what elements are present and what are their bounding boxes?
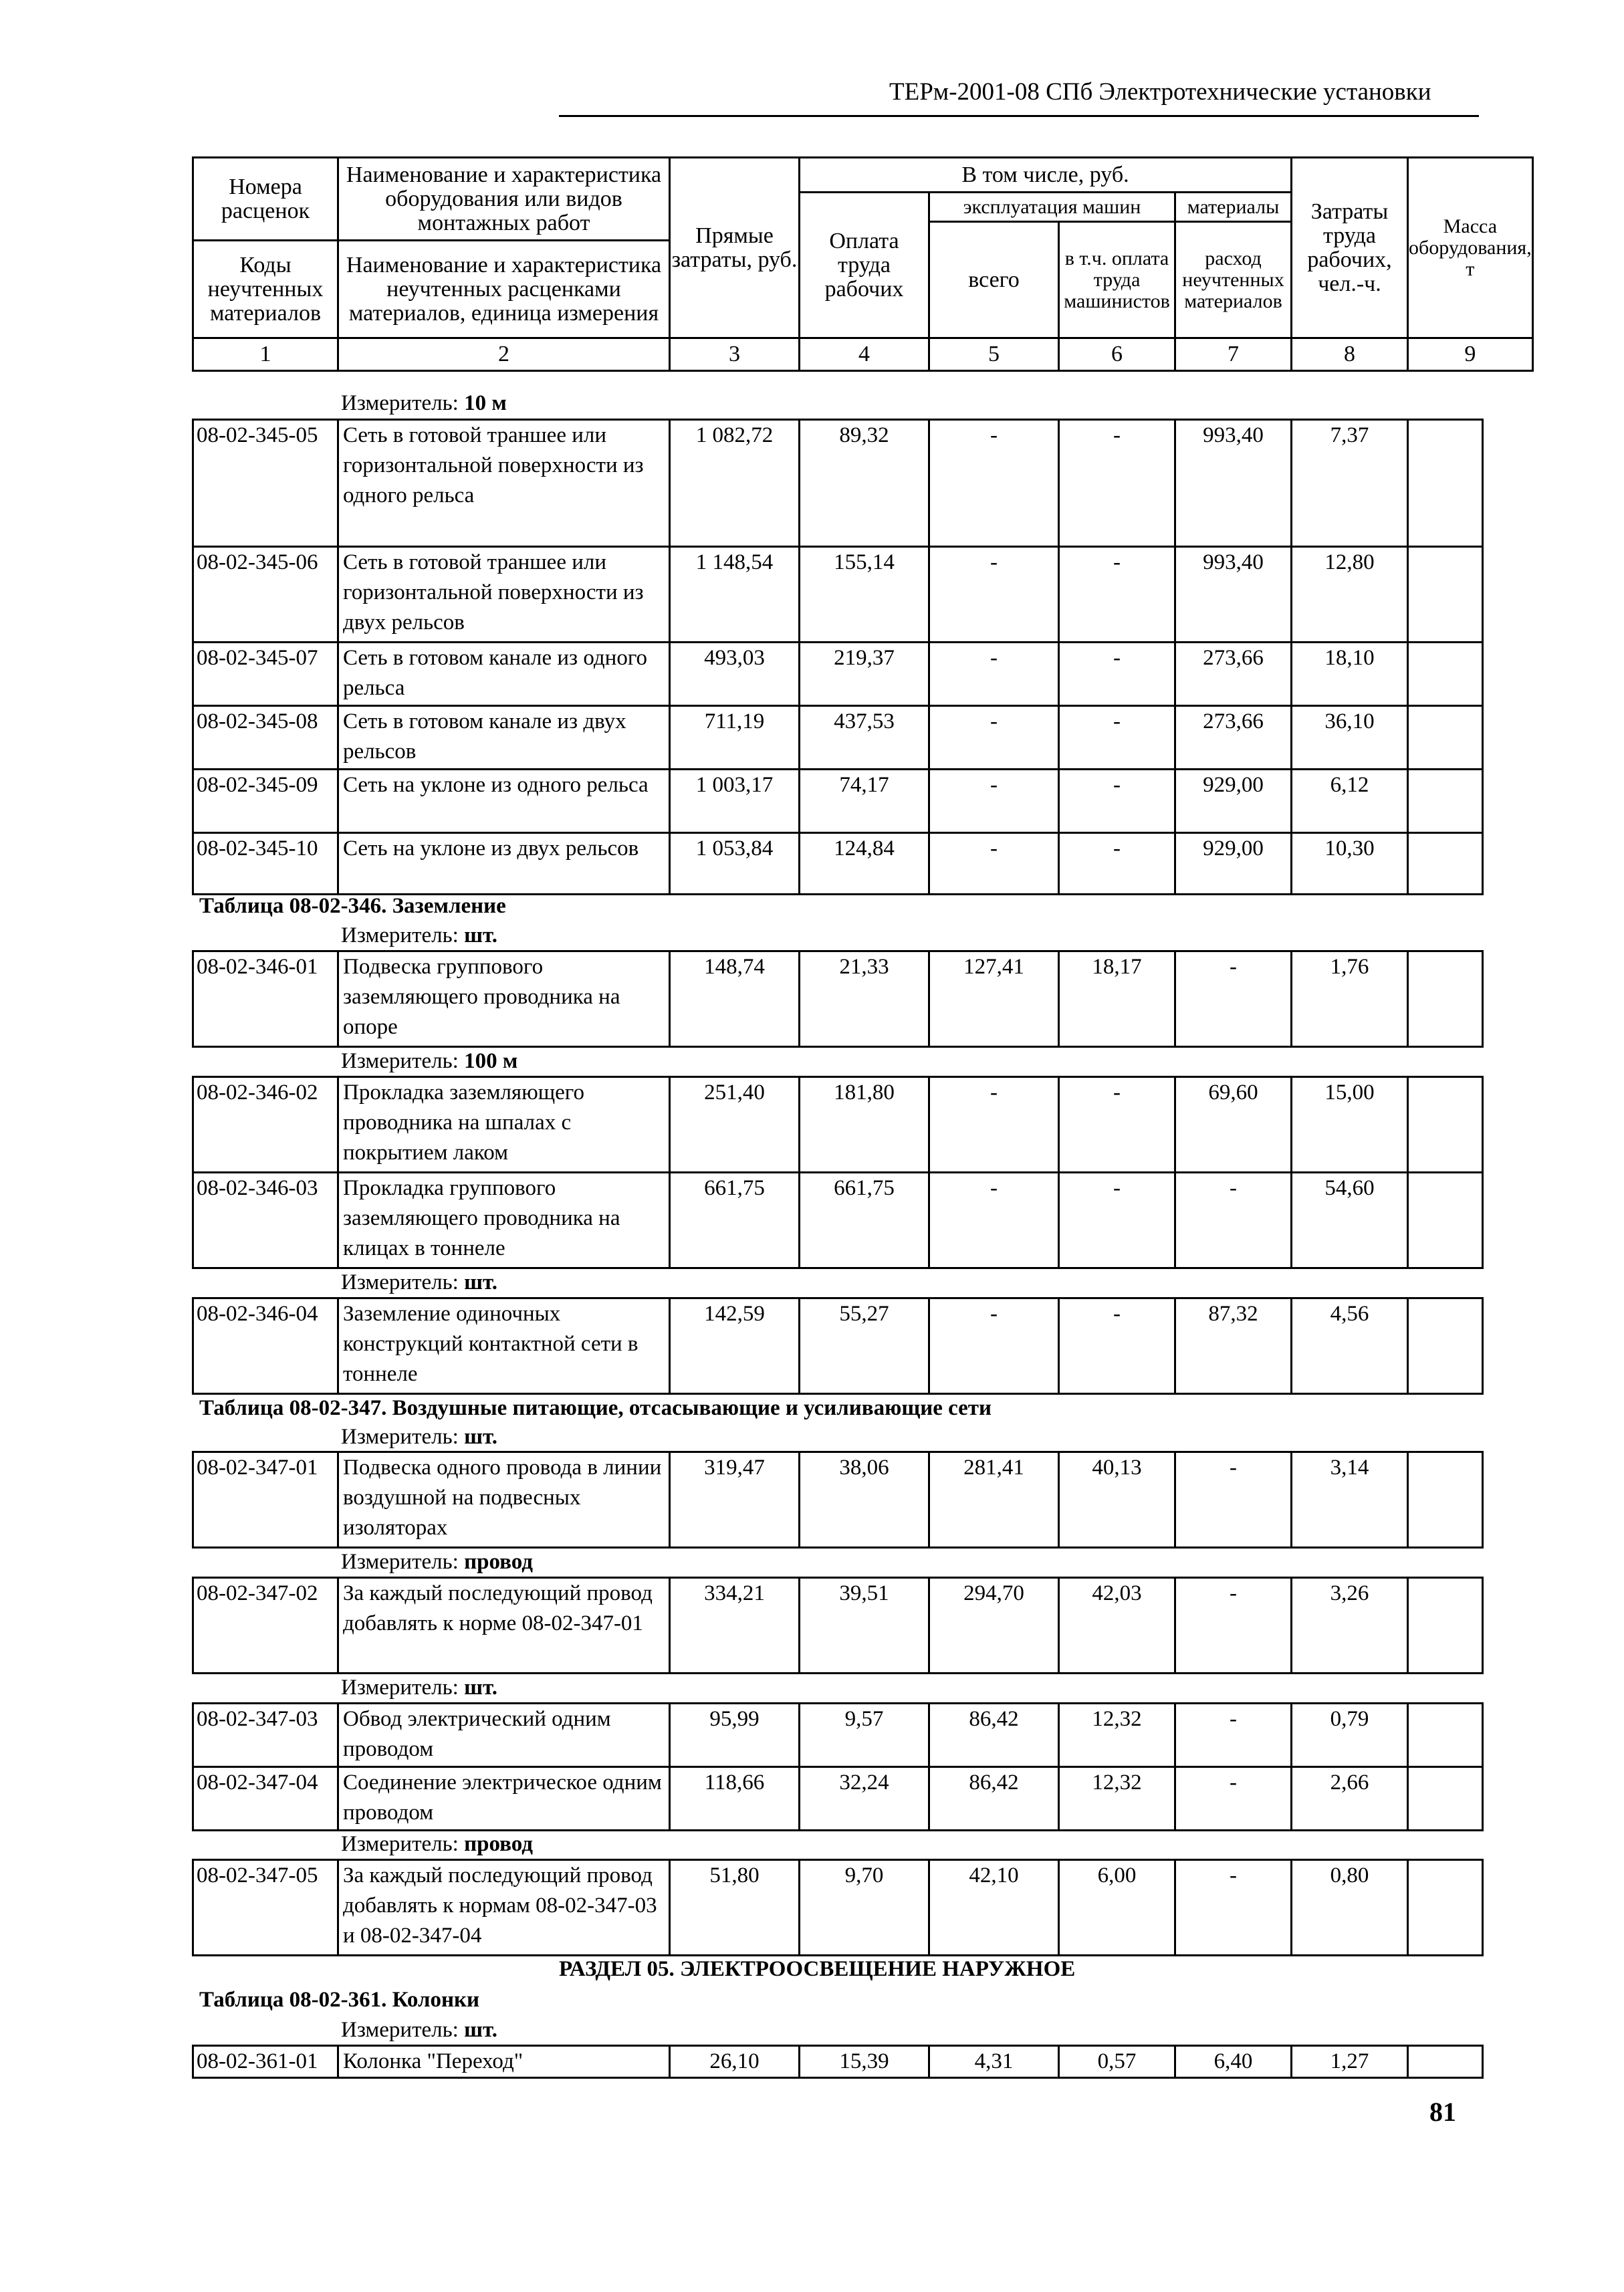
rate-code: 08-02-346-04 (193, 1298, 338, 1394)
rate-name: Сеть в готовой траншее или горизонтальной поверхности из двух рельсов (338, 547, 670, 643)
rate-code: 08-02-345-09 (193, 770, 338, 833)
col4-header: Оплата труда рабочих (800, 193, 929, 338)
materials-cost: 929,00 (1175, 770, 1292, 833)
machines-header: эксплуатация машин (929, 193, 1175, 222)
measure-caption: Измеритель: шт. (341, 1425, 497, 1449)
rates-table (192, 950, 1484, 1048)
rate-code: 08-02-347-01 (193, 1452, 338, 1548)
table-row (193, 1452, 1483, 1548)
equipment-mass (1408, 1704, 1483, 1767)
col-number: 4 (800, 338, 929, 371)
col-number: 2 (338, 338, 670, 371)
table-row (193, 547, 1483, 643)
col2-bottom-header: Наименование и характеристика неучтенных расценками материалов, единица измерения (338, 241, 670, 338)
rate-code: 08-02-345-05 (193, 420, 338, 547)
machine-cost: 127,41 (929, 951, 1059, 1047)
direct-cost: 51,80 (670, 1860, 800, 1956)
rates-table (192, 419, 1484, 895)
rate-code: 08-02-345-10 (193, 833, 338, 895)
machine-cost: - (929, 420, 1059, 547)
direct-cost: 1 003,17 (670, 770, 800, 833)
labor-cost: 661,75 (800, 1173, 929, 1268)
measure-caption: Измеритель: провод (341, 1832, 533, 1856)
direct-cost: 1 053,84 (670, 833, 800, 895)
equipment-mass (1408, 1767, 1483, 1831)
header-rule (559, 115, 1479, 117)
materials-cost: 993,40 (1175, 420, 1292, 547)
labor-cost: 9,57 (800, 1704, 929, 1767)
machinist-labor: - (1059, 547, 1175, 643)
labor-cost: 32,24 (800, 1767, 929, 1831)
rate-name: Сеть в готовой траншее или горизонтальной поверхности из одного рельса (338, 420, 670, 547)
machine-cost: - (929, 833, 1059, 895)
labor-hours: 54,60 (1292, 1173, 1408, 1268)
labor-hours: 1,76 (1292, 951, 1408, 1047)
labor-hours: 15,00 (1292, 1077, 1408, 1173)
col-number: 7 (1175, 338, 1292, 371)
measure-caption: Измеритель: провод (341, 1550, 533, 1574)
table-row (193, 643, 1483, 706)
labor-hours: 7,37 (1292, 420, 1408, 547)
rates-table (192, 1859, 1484, 1956)
labor-hours: 0,79 (1292, 1704, 1408, 1767)
col-number: 9 (1408, 338, 1533, 371)
direct-cost: 251,40 (670, 1077, 800, 1173)
machinist-labor: 12,32 (1059, 1704, 1175, 1767)
labor-hours: 3,14 (1292, 1452, 1408, 1548)
machine-cost: - (929, 1173, 1059, 1268)
labor-cost: 89,32 (800, 420, 929, 547)
machine-cost: 86,42 (929, 1767, 1059, 1831)
measure-caption: Измеритель: шт. (341, 1676, 497, 1700)
rate-code: 08-02-345-08 (193, 706, 338, 770)
direct-cost: 711,19 (670, 706, 800, 770)
labor-hours: 6,12 (1292, 770, 1408, 833)
materials-cost: 87,32 (1175, 1298, 1292, 1394)
rates-table (192, 1297, 1484, 1395)
rate-name: За каждый последующий провод добавлять к нормам 08-02-347-03 и 08-02-347-04 (338, 1860, 670, 1956)
measure-caption: Измеритель: шт. (341, 1270, 497, 1294)
materials-cost: 993,40 (1175, 547, 1292, 643)
equipment-mass (1408, 1578, 1483, 1674)
table-row (193, 1298, 1483, 1394)
equipment-mass (1408, 951, 1483, 1047)
labor-hours: 4,56 (1292, 1298, 1408, 1394)
page-header: ТЕРм-2001-08 СПб Электротехнические установки (889, 78, 1431, 106)
equipment-mass (1408, 2046, 1483, 2078)
direct-cost: 26,10 (670, 2046, 800, 2078)
table-row (193, 1173, 1483, 1268)
machinist-labor: 40,13 (1059, 1452, 1175, 1548)
direct-cost: 319,47 (670, 1452, 800, 1548)
labor-cost: 15,39 (800, 2046, 929, 2078)
rates-table (192, 1451, 1484, 1549)
measure-caption: Измеритель: шт. (341, 923, 497, 947)
incl-header: В том числе, руб. (800, 158, 1292, 193)
measure-caption: Измеритель: шт. (341, 2018, 497, 2042)
labor-cost: 124,84 (800, 833, 929, 895)
rate-code: 08-02-347-04 (193, 1767, 338, 1831)
direct-cost: 661,75 (670, 1173, 800, 1268)
labor-hours: 12,80 (1292, 547, 1408, 643)
rate-name: Прокладка заземляющего проводника на шпалах с покрытием лаком (338, 1077, 670, 1173)
table-title: Таблица 08-02-347. Воздушные питающие, отсасывающие и усиливающие сети (199, 1396, 992, 1420)
machinist-labor: - (1059, 770, 1175, 833)
table-row (193, 770, 1483, 833)
equipment-mass (1408, 547, 1483, 643)
rate-code: 08-02-347-03 (193, 1704, 338, 1767)
rate-code: 08-02-346-01 (193, 951, 338, 1047)
equipment-mass (1408, 770, 1483, 833)
labor-hours: 2,66 (1292, 1767, 1408, 1831)
materials-cost: - (1175, 1860, 1292, 1956)
materials-cost: - (1175, 1578, 1292, 1674)
labor-cost: 55,27 (800, 1298, 929, 1394)
page-number: 81 (1429, 2097, 1456, 2127)
table-row (193, 1704, 1483, 1767)
col1-bottom-header: Коды неучтенных материалов (193, 241, 338, 338)
direct-cost: 334,21 (670, 1578, 800, 1674)
rates-table (192, 1076, 1484, 1269)
col-number: 1 (193, 338, 338, 371)
rate-name: Сеть в готовом канале из двух рельсов (338, 706, 670, 770)
machine-cost: 86,42 (929, 1704, 1059, 1767)
table-row (193, 706, 1483, 770)
equipment-mass (1408, 1173, 1483, 1268)
rates-table (192, 1702, 1484, 1831)
machinist-labor: - (1059, 643, 1175, 706)
machinist-labor: 42,03 (1059, 1578, 1175, 1674)
equipment-mass (1408, 1452, 1483, 1548)
machine-cost: - (929, 706, 1059, 770)
direct-cost: 95,99 (670, 1704, 800, 1767)
col1-top-header: Номера расценок (193, 158, 338, 241)
materials-cost: - (1175, 1452, 1292, 1548)
labor-cost: 21,33 (800, 951, 929, 1047)
col-number: 3 (670, 338, 800, 371)
labor-cost: 155,14 (800, 547, 929, 643)
labor-hours: 0,80 (1292, 1860, 1408, 1956)
rate-code: 08-02-345-07 (193, 643, 338, 706)
rate-name: За каждый последующий провод добавлять к норме 08-02-347-01 (338, 1578, 670, 1674)
col-number: 6 (1059, 338, 1175, 371)
machine-cost: 4,31 (929, 2046, 1059, 2078)
measure-caption: Измеритель: 10 м (341, 391, 507, 415)
rates-table (192, 2045, 1484, 2079)
rate-code: 08-02-347-02 (193, 1578, 338, 1674)
labor-cost: 74,17 (800, 770, 929, 833)
labor-cost: 38,06 (800, 1452, 929, 1548)
labor-hours: 3,26 (1292, 1578, 1408, 1674)
rate-name: Сеть на уклоне из одного рельса (338, 770, 670, 833)
table-row (193, 833, 1483, 895)
equipment-mass (1408, 420, 1483, 547)
labor-cost: 219,37 (800, 643, 929, 706)
rate-name: Подвеска группового заземляющего проводника на опоре (338, 951, 670, 1047)
direct-cost: 1 082,72 (670, 420, 800, 547)
rate-name: Подвеска одного провода в линии воздушной на подвесных изоляторах (338, 1452, 670, 1548)
col7-header: расход неучтенных материалов (1175, 222, 1292, 338)
labor-cost: 39,51 (800, 1578, 929, 1674)
col5-header: всего (929, 222, 1059, 338)
materials-cost: - (1175, 1704, 1292, 1767)
rate-name: Прокладка группового заземляющего проводника на клицах в тоннеле (338, 1173, 670, 1268)
equipment-mass (1408, 1860, 1483, 1956)
machine-cost: 42,10 (929, 1860, 1059, 1956)
rates-table (192, 1577, 1484, 1674)
machinist-labor: - (1059, 1173, 1175, 1268)
direct-cost: 493,03 (670, 643, 800, 706)
col2-top-header: Наименование и характеристика оборудования или видов монтажных работ (338, 158, 670, 241)
rate-code: 08-02-347-05 (193, 1860, 338, 1956)
col6-header: в т.ч. оплата труда машинистов (1059, 222, 1175, 338)
machinist-labor: 18,17 (1059, 951, 1175, 1047)
machinist-labor: 6,00 (1059, 1860, 1175, 1956)
rate-name: Соединение электрическое одним проводом (338, 1767, 670, 1831)
machine-cost: - (929, 643, 1059, 706)
rate-name: Колонка "Переход" (338, 2046, 670, 2078)
materials-cost: 929,00 (1175, 833, 1292, 895)
machinist-labor: 0,57 (1059, 2046, 1175, 2078)
rate-code: 08-02-361-01 (193, 2046, 338, 2078)
direct-cost: 1 148,54 (670, 547, 800, 643)
machinist-labor: 12,32 (1059, 1767, 1175, 1831)
rate-code: 08-02-346-02 (193, 1077, 338, 1173)
col9-header: Масса оборудования, т (1408, 158, 1533, 338)
machine-cost: - (929, 1298, 1059, 1394)
materials-cost: 273,66 (1175, 643, 1292, 706)
rate-code: 08-02-345-06 (193, 547, 338, 643)
machine-cost: - (929, 547, 1059, 643)
machine-cost: - (929, 1077, 1059, 1173)
rate-name: Обвод электрический одним проводом (338, 1704, 670, 1767)
machine-cost: 294,70 (929, 1578, 1059, 1674)
labor-hours: 10,30 (1292, 833, 1408, 895)
equipment-mass (1408, 1298, 1483, 1394)
machinist-labor: - (1059, 833, 1175, 895)
materials-cost: 273,66 (1175, 706, 1292, 770)
col-number: 8 (1292, 338, 1408, 371)
equipment-mass (1408, 833, 1483, 895)
materials-cost: - (1175, 951, 1292, 1047)
materials-cost: - (1175, 1767, 1292, 1831)
table-row (193, 1767, 1483, 1831)
col-number: 5 (929, 338, 1059, 371)
materials-cost: - (1175, 1173, 1292, 1268)
rate-code: 08-02-346-03 (193, 1173, 338, 1268)
table-row (193, 1077, 1483, 1173)
rate-name: Сеть на уклоне из двух рельсов (338, 833, 670, 895)
machinist-labor: - (1059, 420, 1175, 547)
rate-name: Сеть в готовом канале из одного рельса (338, 643, 670, 706)
table-row (193, 1578, 1483, 1674)
labor-hours: 18,10 (1292, 643, 1408, 706)
machine-cost: - (929, 770, 1059, 833)
equipment-mass (1408, 706, 1483, 770)
machine-cost: 281,41 (929, 1452, 1059, 1548)
measure-caption: Измеритель: 100 м (341, 1049, 518, 1073)
labor-hours: 36,10 (1292, 706, 1408, 770)
direct-cost: 148,74 (670, 951, 800, 1047)
machinist-labor: - (1059, 706, 1175, 770)
machinist-labor: - (1059, 1077, 1175, 1173)
equipment-mass (1408, 1077, 1483, 1173)
column-header-table (192, 156, 1534, 372)
col3-header: Прямые затраты, руб. (670, 158, 800, 338)
table-title: Таблица 08-02-361. Колонки (199, 1988, 480, 2012)
materials-cost: 6,40 (1175, 2046, 1292, 2078)
rate-name: Заземление одиночных конструкций контактной сети в тоннеле (338, 1298, 670, 1394)
col8-header: Затраты труда рабочих, чел.-ч. (1292, 158, 1408, 338)
machinist-labor: - (1059, 1298, 1175, 1394)
labor-cost: 181,80 (800, 1077, 929, 1173)
part-title: РАЗДЕЛ 05. ЭЛЕКТРООСВЕЩЕНИЕ НАРУЖНОЕ (559, 1957, 1076, 1981)
direct-cost: 118,66 (670, 1767, 800, 1831)
table-row (193, 951, 1483, 1047)
materials-cost: 69,60 (1175, 1077, 1292, 1173)
labor-cost: 437,53 (800, 706, 929, 770)
materials-header: материалы (1175, 193, 1292, 222)
direct-cost: 142,59 (670, 1298, 800, 1394)
equipment-mass (1408, 643, 1483, 706)
labor-cost: 9,70 (800, 1860, 929, 1956)
labor-hours: 1,27 (1292, 2046, 1408, 2078)
table-title: Таблица 08-02-346. Заземление (199, 894, 506, 918)
table-row (193, 420, 1483, 547)
table-row (193, 2046, 1483, 2078)
table-row (193, 1860, 1483, 1956)
